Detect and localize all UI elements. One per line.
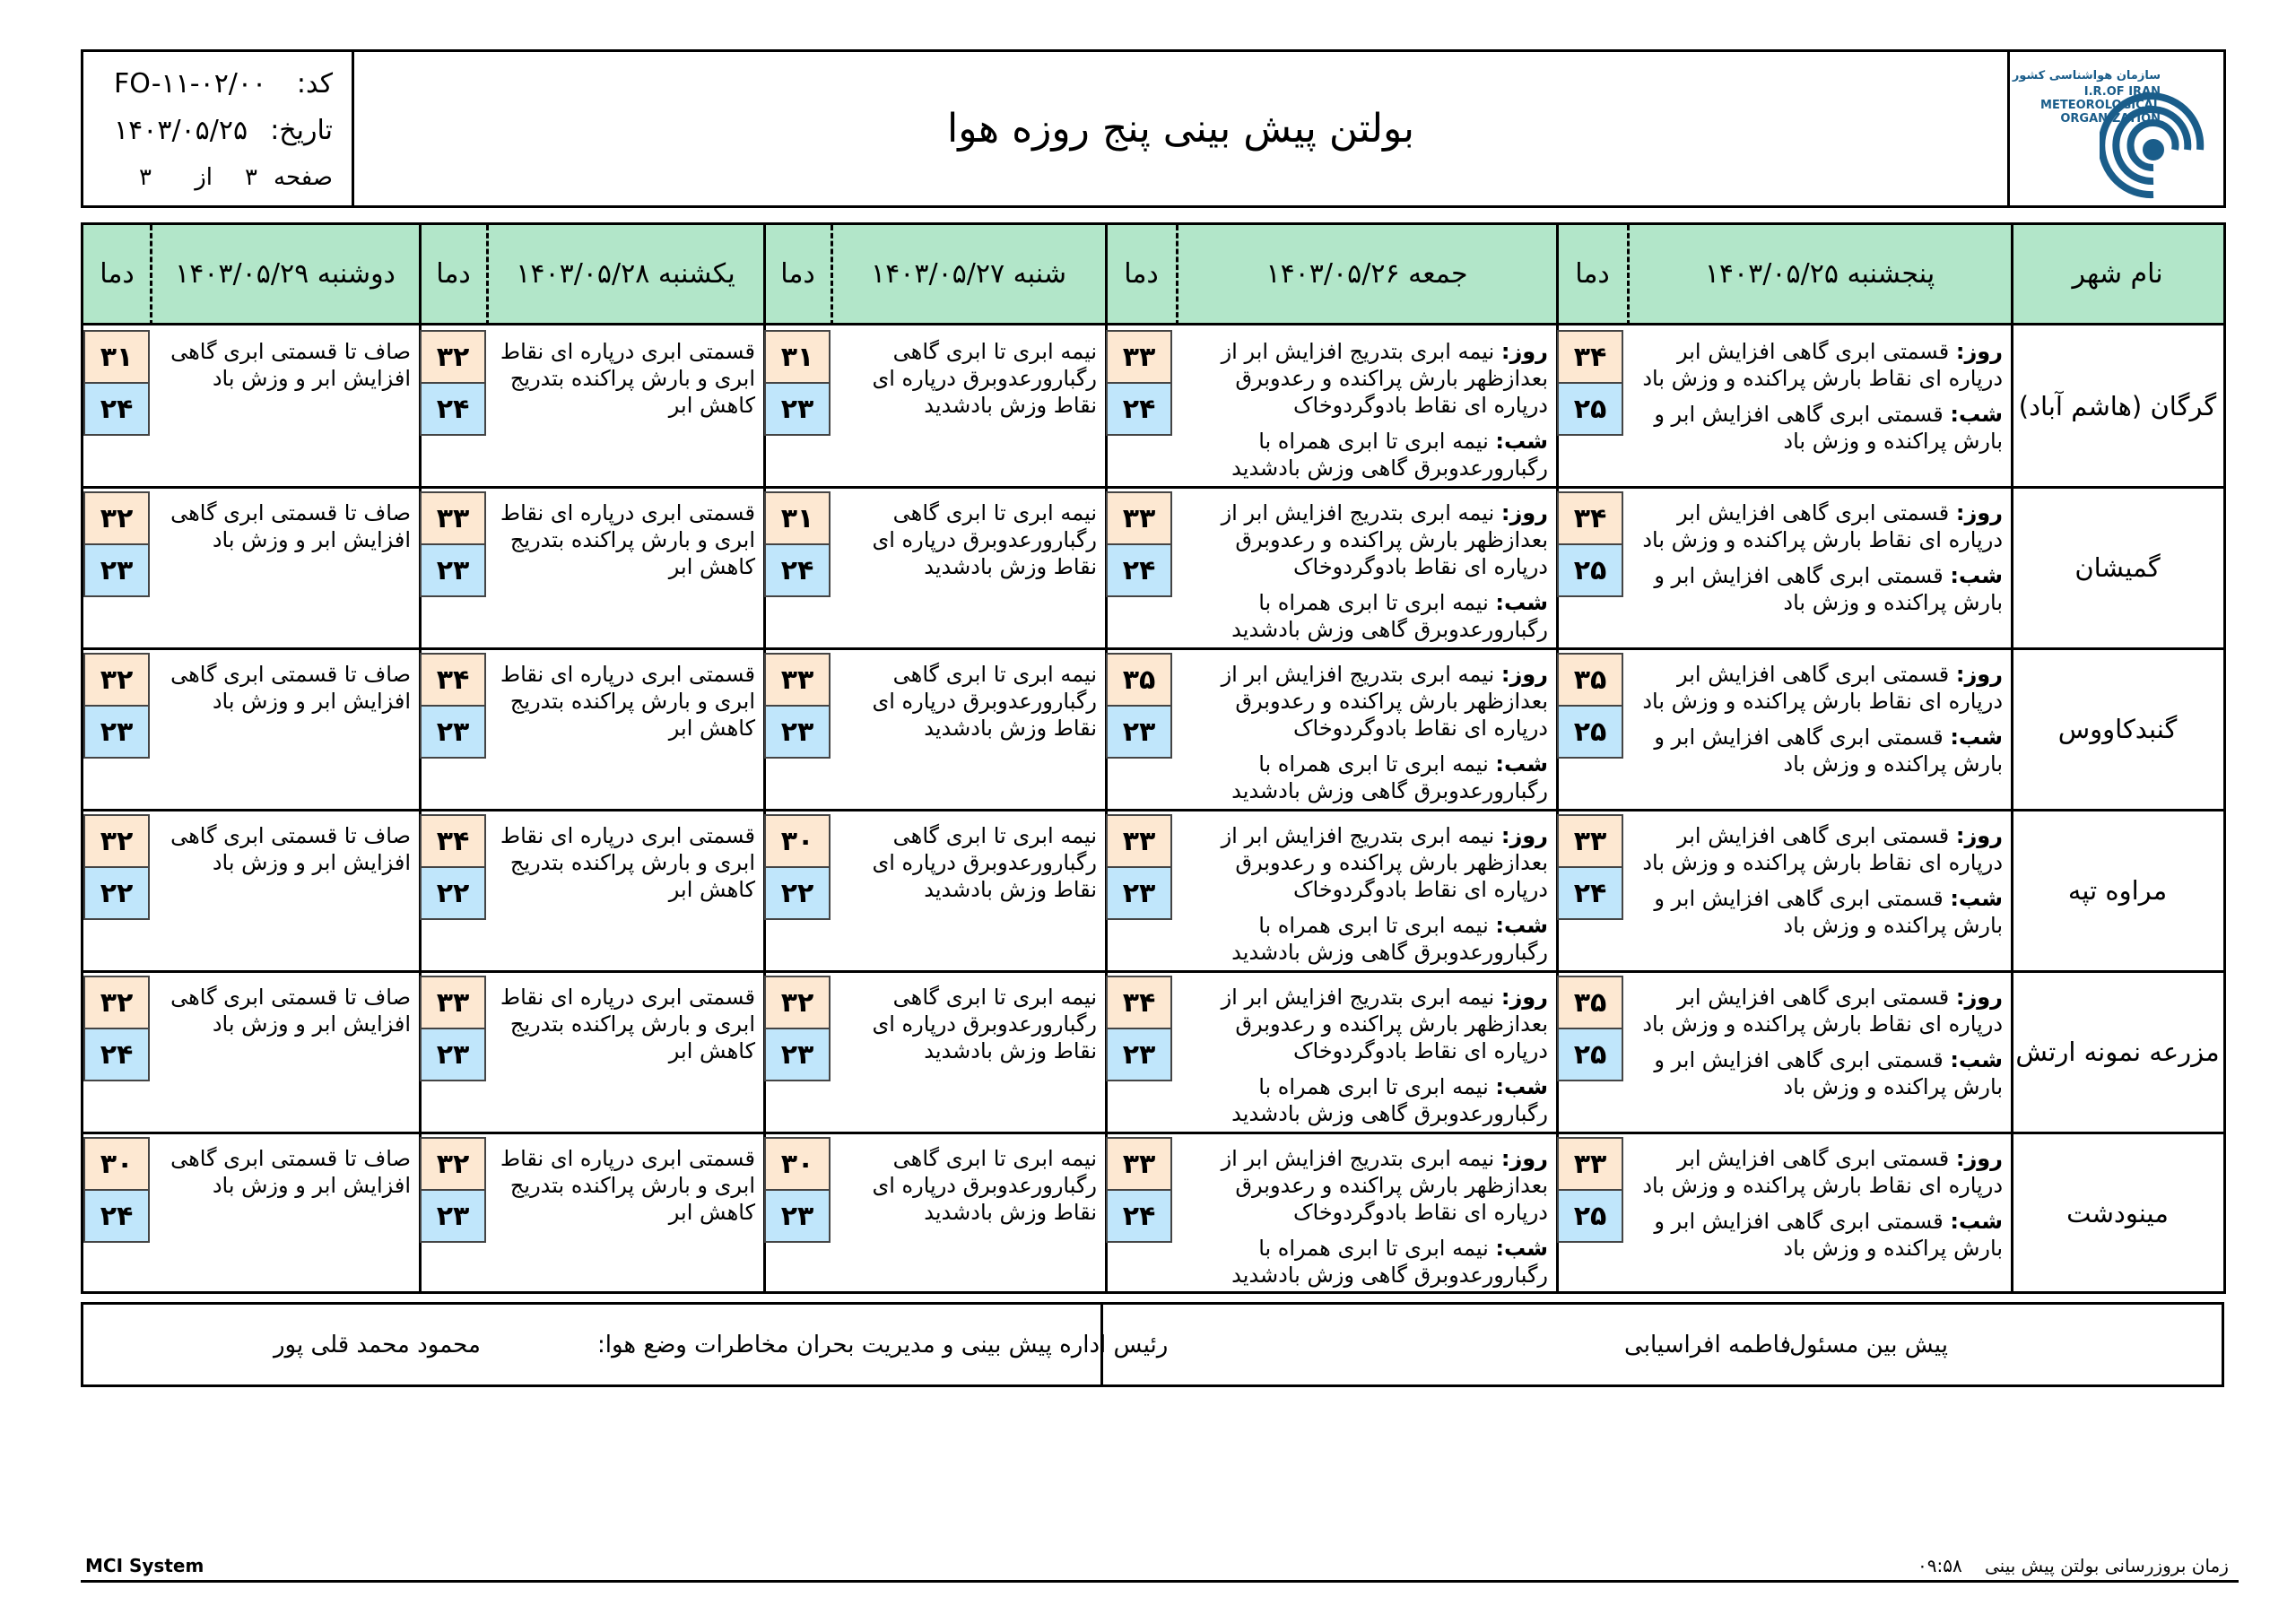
max-temp: ۳۳ [420, 976, 486, 1029]
header-dashed-divider [150, 225, 152, 325]
night-text: نیمه ابری تا ابری همراه با رگبارورعدوبرق گاهی وزش بادشدید [1231, 913, 1548, 965]
temp-column-header: دما [83, 225, 151, 325]
max-temp: ۳۲ [420, 330, 486, 384]
day-forecast [1631, 1145, 2003, 1199]
forecast-text: قسمتی ابری درپاره ای نقاط ابری و بارش پراکنده بتدریج کاهش ابر [500, 985, 755, 1063]
forecast-text: صاف تا قسمتی ابری گاهی افزایش ابر و وزش باد [170, 662, 411, 714]
system-name: MCI System [85, 1555, 204, 1576]
max-temp: ۳۲ [83, 653, 150, 707]
forecast-text: قسمتی ابری درپاره ای نقاط ابری و بارش پراکنده بتدریج کاهش ابر [500, 1146, 755, 1225]
min-temp: ۲۴ [764, 543, 831, 597]
night-text: قسمتی ابری گاهی افزایش ابر و بارش پراکنده و وزش باد [1654, 725, 2003, 777]
min-temp: ۲۲ [420, 866, 486, 920]
max-temp: ۳۴ [420, 653, 486, 707]
row-divider [83, 647, 2223, 650]
min-temp: ۲۴ [1106, 1189, 1172, 1243]
day-forecast [1180, 822, 1548, 903]
signatures-box [81, 1302, 2224, 1387]
min-temp: ۲۳ [420, 1028, 486, 1081]
max-temp: ۳۲ [764, 976, 831, 1029]
forecast-text: نیمه ابری تا ابری گاهی رگبارورعدوبرق درپاره ای نقاط وزش بادشدید [872, 985, 1097, 1063]
max-temp: ۳۱ [764, 330, 831, 384]
max-temp: ۳۵ [1106, 653, 1172, 707]
day-header: شنبه ۱۴۰۳/۰۵/۲۷ [831, 225, 1106, 325]
min-temp: ۲۴ [1106, 543, 1172, 597]
forecast-text: صاف تا قسمتی ابری گاهی افزایش ابر و وزش باد [170, 985, 411, 1037]
city-name: گرگان (هاشم آباد) [2018, 391, 2217, 421]
night-label: شب: [1495, 751, 1548, 777]
min-temp: ۲۳ [764, 1189, 831, 1243]
night-text: نیمه ابری تا ابری همراه با رگبارورعدوبرق گاهی وزش بادشدید [1231, 590, 1548, 642]
min-temp: ۲۴ [420, 382, 486, 436]
max-temp: ۳۲ [83, 491, 150, 545]
night-label: شب: [1495, 913, 1548, 938]
night-forecast [1180, 1073, 1548, 1127]
max-temp: ۳۲ [420, 1137, 486, 1191]
night-label: شب: [1495, 429, 1548, 454]
forecast-table [81, 222, 2226, 1294]
max-temp: ۳۴ [1557, 491, 1623, 545]
city-name: گمیشان [2074, 552, 2161, 583]
code-label: کد: [296, 68, 333, 100]
min-temp: ۲۲ [764, 866, 831, 920]
forecast-text: صاف تا قسمتی ابری گاهی افزایش ابر و وزش باد [170, 500, 411, 552]
max-temp: ۳۴ [420, 814, 486, 868]
min-temp: ۲۴ [1106, 382, 1172, 436]
night-label: شب: [1495, 1236, 1548, 1261]
min-temp: ۲۳ [420, 1189, 486, 1243]
night-forecast [1180, 589, 1548, 643]
day-label: روز: [1955, 985, 2003, 1010]
bottom-rule [81, 1580, 2239, 1583]
city-column-header: نام شهر [2012, 225, 2223, 325]
min-temp: ۲۳ [764, 705, 831, 759]
max-temp: ۳۳ [764, 653, 831, 707]
night-forecast [1631, 1208, 2003, 1262]
min-temp: ۲۵ [1557, 705, 1623, 759]
temp-column-header: دما [764, 225, 831, 325]
night-forecast [1631, 562, 2003, 616]
min-temp: ۲۳ [1106, 1028, 1172, 1081]
night-label: شب: [1950, 1209, 2003, 1234]
forecaster-name: فاطمه افراسیابی [1624, 1332, 1791, 1358]
day-text: نیمه ابری بتدریج افزایش ابر از بعدازظهر بارش پراکنده و رعدوبرق درپاره ای نقاط بادوگردوخاک [1221, 1146, 1548, 1225]
code-row [83, 68, 354, 113]
day-text: نیمه ابری بتدریج افزایش ابر از بعدازظهر بارش پراکنده و رعدوبرق درپاره ای نقاط بادوگردوخاک [1221, 339, 1548, 418]
day-text: قسمتی ابری گاهی افزایش ابر درپاره ای نقاط بارش پراکنده و وزش باد [1642, 339, 2003, 391]
logo-text-fa: سازمان هواشناسی کشور [2012, 69, 2161, 82]
city-name: مزرعه نمونه ارتش [2015, 1037, 2220, 1067]
day-header: دوشنبه ۱۴۰۳/۰۵/۲۹ [151, 225, 420, 325]
night-text: قسمتی ابری گاهی افزایش ابر و بارش پراکنده و وزش باد [1654, 402, 2003, 454]
city-name: گنبدکاووس [2057, 714, 2178, 744]
min-temp: ۲۵ [1557, 1028, 1623, 1081]
max-temp: ۳۳ [1557, 1137, 1623, 1191]
forecast-text: صاف تا قسمتی ابری گاهی افزایش ابر و وزش باد [170, 1146, 411, 1198]
day-label: روز: [1955, 823, 2003, 848]
day-label: روز: [1500, 985, 1548, 1010]
day-text: قسمتی ابری گاهی افزایش ابر درپاره ای نقاط بارش پراکنده و وزش باد [1642, 823, 2003, 875]
max-temp: ۳۵ [1557, 976, 1623, 1029]
day-header: جمعه ۱۴۰۳/۰۵/۲۶ [1177, 225, 1557, 325]
day-text: قسمتی ابری گاهی افزایش ابر درپاره ای نقاط بارش پراکنده و وزش باد [1642, 500, 2003, 552]
night-label: شب: [1950, 402, 2003, 427]
forecast-text: نیمه ابری تا ابری گاهی رگبارورعدوبرق درپاره ای نقاط وزش بادشدید [872, 1146, 1097, 1225]
temp-column-header: دما [1106, 225, 1177, 325]
min-temp: ۲۳ [1106, 705, 1172, 759]
forecast-text: نیمه ابری تا ابری گاهی رگبارورعدوبرق درپاره ای نقاط وزش بادشدید [872, 823, 1097, 902]
temp-column-header: دما [420, 225, 487, 325]
day-forecast [1631, 338, 2003, 392]
night-label: شب: [1950, 1047, 2003, 1072]
day-label: روز: [1955, 662, 2003, 687]
day-label: روز: [1500, 339, 1548, 364]
logo-text-1: I.R.OF IRAN [2083, 85, 2161, 99]
min-temp: ۲۴ [83, 382, 150, 436]
night-text: قسمتی ابری گاهی افزایش ابر و بارش پراکنده و وزش باد [1654, 1209, 2003, 1261]
forecast-text: نیمه ابری تا ابری گاهی رگبارورعدوبرق درپاره ای نقاط وزش بادشدید [872, 662, 1097, 741]
day-header: یکشنبه ۱۴۰۳/۰۵/۲۸ [487, 225, 764, 325]
date-label: تاریخ: [270, 115, 333, 146]
night-text: نیمه ابری تا ابری همراه با رگبارورعدوبرق گاهی وزش بادشدید [1231, 751, 1548, 803]
header-dashed-divider [1627, 225, 1630, 325]
header-dashed-divider [1176, 225, 1178, 325]
day-label: روز: [1500, 662, 1548, 687]
day-forecast [1180, 338, 1548, 419]
forecast-text: صاف تا قسمتی ابری گاهی افزایش ابر و وزش باد [170, 339, 411, 391]
night-label: شب: [1495, 590, 1548, 615]
min-temp: ۲۳ [1106, 866, 1172, 920]
night-text: قسمتی ابری گاهی افزایش ابر و بارش پراکنده و وزش باد [1654, 1047, 2003, 1099]
forecast-text: صاف تا قسمتی ابری گاهی افزایش ابر و وزش باد [170, 823, 411, 875]
forecast-text: قسمتی ابری درپاره ای نقاط ابری و بارش پراکنده بتدریج کاهش ابر [500, 662, 755, 741]
max-temp: ۳۵ [1557, 653, 1623, 707]
forecast-text: قسمتی ابری درپاره ای نقاط ابری و بارش پراکنده بتدریج کاهش ابر [500, 823, 755, 902]
day-label: روز: [1500, 1146, 1548, 1171]
min-temp: ۲۲ [83, 866, 150, 920]
night-label: شب: [1495, 1074, 1548, 1099]
day-forecast [1180, 661, 1548, 742]
max-temp: ۳۰ [83, 1137, 150, 1191]
night-text: نیمه ابری تا ابری همراه با رگبارورعدوبرق گاهی وزش بادشدید [1231, 1074, 1548, 1126]
min-temp: ۲۳ [83, 543, 150, 597]
night-forecast [1631, 885, 2003, 939]
day-text: نیمه ابری بتدریج افزایش ابر از بعدازظهر بارش پراکنده و رعدوبرق درپاره ای نقاط بادوگردوخاک [1221, 823, 1548, 902]
min-temp: ۲۳ [83, 705, 150, 759]
day-label: روز: [1955, 1146, 2003, 1171]
day-forecast [1180, 499, 1548, 580]
forecast-text: قسمتی ابری درپاره ای نقاط ابری و بارش پراکنده بتدریج کاهش ابر [500, 500, 755, 579]
forecaster-label: پیش بین مسئول: [1781, 1332, 1948, 1358]
night-forecast [1180, 428, 1548, 482]
forecast-text: نیمه ابری تا ابری گاهی رگبارورعدوبرق درپاره ای نقاط وزش بادشدید [872, 339, 1097, 418]
date-value: ۱۴۰۳/۰۵/۲۵ [114, 115, 248, 146]
night-text: نیمه ابری تا ابری همراه با رگبارورعدوبرق گاهی وزش بادشدید [1231, 429, 1548, 481]
logo-text-2: METEOROLOGICAL [2040, 99, 2161, 112]
min-temp: ۲۴ [1557, 866, 1623, 920]
day-text: نیمه ابری بتدریج افزایش ابر از بعدازظهر بارش پراکنده و رعدوبرق درپاره ای نقاط بادوگردوخاک [1221, 662, 1548, 741]
night-forecast [1631, 401, 2003, 455]
logo [2007, 52, 2223, 205]
logo-text-3: ORGANIZATION [2060, 112, 2161, 126]
night-label: شب: [1950, 563, 2003, 588]
forecast-text: نیمه ابری تا ابری گاهی رگبارورعدوبرق درپاره ای نقاط وزش بادشدید [872, 500, 1097, 579]
max-temp: ۳۳ [1106, 814, 1172, 868]
max-temp: ۳۰ [764, 1137, 831, 1191]
max-temp: ۳۳ [420, 491, 486, 545]
max-temp: ۳۴ [1106, 976, 1172, 1029]
max-temp: ۳۳ [1106, 491, 1172, 545]
max-temp: ۳۲ [83, 814, 150, 868]
forecast-text: قسمتی ابری درپاره ای نقاط ابری و بارش پراکنده بتدریج کاهش ابر [500, 339, 755, 418]
day-text: نیمه ابری بتدریج افزایش ابر از بعدازظهر بارش پراکنده و رعدوبرق درپاره ای نقاط بادوگردوخاک [1221, 500, 1548, 579]
header-dashed-divider [486, 225, 489, 325]
night-forecast [1180, 751, 1548, 804]
min-temp: ۲۵ [1557, 382, 1623, 436]
head-label: رئیس اداره پیش بینی و مدیریت بحران مخاطرات وضع هوا: [597, 1332, 1169, 1358]
night-forecast [1180, 912, 1548, 966]
code-value: FO-۱۱-۰۲/۰۰ [114, 68, 267, 100]
min-temp: ۲۳ [764, 1028, 831, 1081]
city-name: مراوه تپه [2067, 875, 2168, 906]
city-name: مینودشت [2066, 1198, 2169, 1228]
day-forecast [1180, 1145, 1548, 1226]
bulletin-title: بولتن پیش بینی پنج روزه هوا [946, 106, 1415, 152]
day-text: قسمتی ابری گاهی افزایش ابر درپاره ای نقاط بارش پراکنده و وزش باد [1642, 1146, 2003, 1198]
day-label: روز: [1955, 339, 2003, 364]
day-forecast [1180, 984, 1548, 1064]
night-label: شب: [1950, 886, 2003, 911]
page-label: صفحه [274, 164, 333, 191]
day-label: روز: [1500, 823, 1548, 848]
min-temp: ۲۴ [83, 1189, 150, 1243]
min-temp: ۲۵ [1557, 543, 1623, 597]
day-label: روز: [1955, 500, 2003, 525]
max-temp: ۳۱ [83, 330, 150, 384]
night-forecast [1180, 1235, 1548, 1289]
day-forecast [1631, 984, 2003, 1037]
day-forecast [1631, 822, 2003, 876]
max-temp: ۳۳ [1557, 814, 1623, 868]
max-temp: ۳۳ [1106, 330, 1172, 384]
day-text: نیمه ابری بتدریج افزایش ابر از بعدازظهر بارش پراکنده و رعدوبرق درپاره ای نقاط بادوگردوخاک [1221, 985, 1548, 1063]
day-forecast [1631, 661, 2003, 715]
row-divider [83, 486, 2223, 489]
max-temp: ۳۳ [1106, 1137, 1172, 1191]
day-label: روز: [1500, 500, 1548, 525]
day-text: قسمتی ابری گاهی افزایش ابر درپاره ای نقاط بارش پراکنده و وزش باد [1642, 985, 2003, 1037]
min-temp: ۲۳ [420, 705, 486, 759]
min-temp: ۲۳ [764, 382, 831, 436]
page-of: از [195, 164, 213, 191]
day-forecast [1631, 499, 2003, 553]
max-temp: ۳۰ [764, 814, 831, 868]
max-temp: ۳۲ [83, 976, 150, 1029]
page-row [83, 164, 354, 209]
max-temp: ۳۱ [764, 491, 831, 545]
min-temp: ۲۵ [1557, 1189, 1623, 1243]
row-divider [83, 970, 2223, 973]
update-time: ۰۹:۵۸ [1918, 1555, 1962, 1576]
night-text: نیمه ابری تا ابری همراه با رگبارورعدوبرق گاهی وزش بادشدید [1231, 1236, 1548, 1288]
head-name: محمود محمد قلی پور [274, 1332, 481, 1358]
update-label: زمان بروزرسانی بولتن پیش بینی [1985, 1555, 2229, 1576]
day-text: قسمتی ابری گاهی افزایش ابر درپاره ای نقاط بارش پراکنده و وزش باد [1642, 662, 2003, 714]
min-temp: ۲۴ [83, 1028, 150, 1081]
max-temp: ۳۴ [1557, 330, 1623, 384]
header-dashed-divider [831, 225, 833, 325]
night-text: قسمتی ابری گاهی افزایش ابر و بارش پراکنده و وزش باد [1654, 563, 2003, 615]
bulletin-header [81, 49, 2226, 208]
row-divider [83, 809, 2223, 812]
page-total: ۳ [139, 164, 152, 191]
document-meta [83, 52, 354, 205]
min-temp: ۲۳ [420, 543, 486, 597]
night-forecast [1631, 724, 2003, 777]
row-divider [83, 1132, 2223, 1134]
night-forecast [1631, 1046, 2003, 1100]
temp-column-header: دما [1557, 225, 1628, 325]
date-row [83, 115, 354, 160]
night-label: شب: [1950, 725, 2003, 750]
day-header: پنجشنبه ۱۴۰۳/۰۵/۲۵ [1628, 225, 2012, 325]
page-number: ۳ [245, 164, 257, 191]
night-text: قسمتی ابری گاهی افزایش ابر و بارش پراکنده و وزش باد [1654, 886, 2003, 938]
